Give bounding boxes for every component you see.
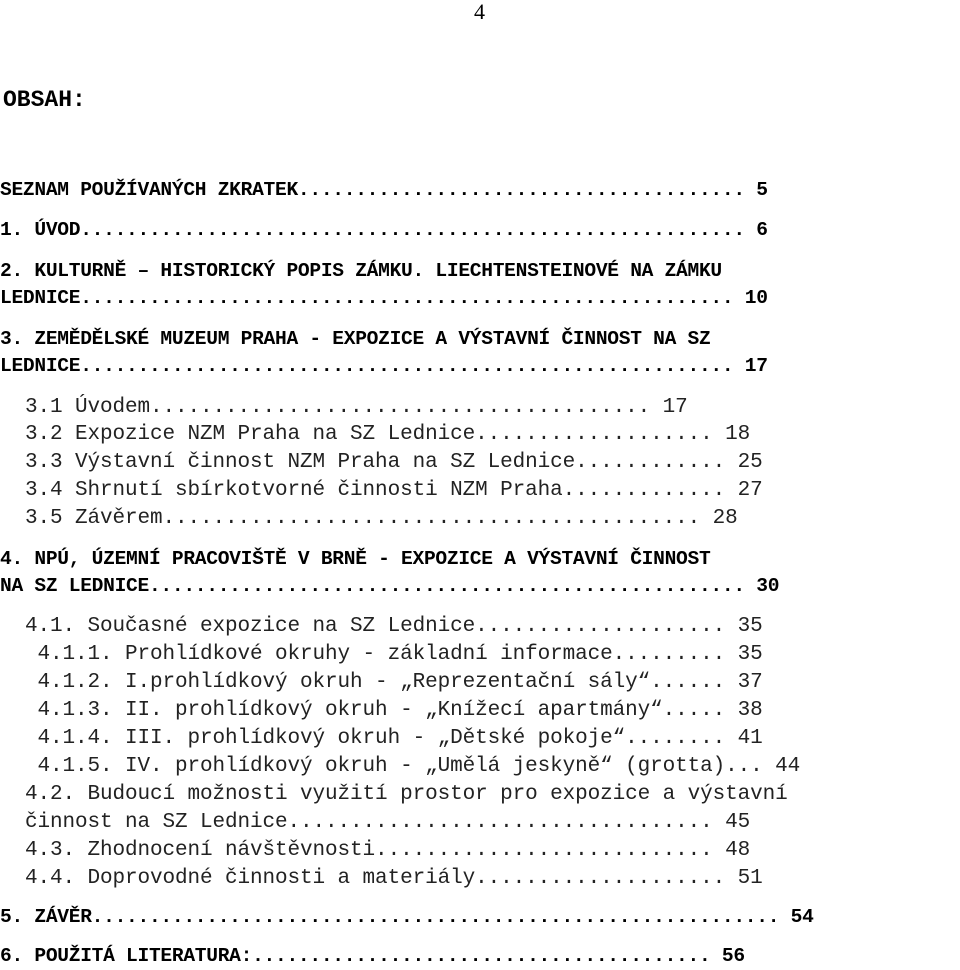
toc-entry-4-4[interactable]: 4.4. Doprovodné činnosti a materiály.................... 51 <box>0 867 763 890</box>
toc-entry-4-1[interactable]: 4.1. Současné expozice na SZ Lednice.................... 35 <box>0 615 763 638</box>
toc-title: OBSAH: <box>3 87 86 113</box>
toc-entry-3-2[interactable]: 3.2 Expozice NZM Praha na SZ Lednice................... 18 <box>0 423 751 446</box>
toc-entry-4-3[interactable]: 4.3. Zhodnocení návštěvnosti........................... 48 <box>0 839 751 862</box>
toc-entry-3-4[interactable]: 3.4 Shrnutí sbírkotvorné činnosti NZM Praha............. 27 <box>0 479 763 502</box>
toc-entry-3-3[interactable]: 3.3 Výstavní činnost NZM Praha na SZ Lednice............ 25 <box>0 451 763 474</box>
toc-entry-4-1-5[interactable]: 4.1.5. IV. prohlídkový okruh - „Umělá jeskyně“ (grotta)... 44 <box>0 755 801 778</box>
page-number: 4 <box>474 0 485 24</box>
toc-entry-4-1-4[interactable]: 4.1.4. III. prohlídkový okruh - „Dětské pokoje“........ 41 <box>0 727 763 750</box>
toc-entry-4-1-2[interactable]: 4.1.2. I.prohlídkový okruh - „Reprezentační sály“...... 37 <box>0 671 763 694</box>
toc-entry-3-5[interactable]: 3.5 Závěrem........................................... 28 <box>0 507 738 530</box>
toc-entry-2-line2[interactable]: LEDNICE......................................................... 10 <box>0 287 768 309</box>
toc-entry-3-1[interactable]: 3.1 Úvodem........................................ 17 <box>0 396 688 419</box>
toc-entry-4-2-line1[interactable]: 4.2. Budoucí možnosti využití prostor pro expozice a výstavní <box>0 783 788 806</box>
toc-entry-3-line2[interactable]: LEDNICE......................................................... 17 <box>0 355 768 377</box>
toc-entry-5[interactable]: 5. ZÁVĚR............................................................ 54 <box>0 906 814 928</box>
toc-entry-abbreviations[interactable]: SEZNAM POUŽÍVANÝCH ZKRATEK....................................... 5 <box>0 179 768 201</box>
toc-entry-4-2-line2[interactable]: činnost na SZ Lednice.................................. 45 <box>0 811 751 834</box>
toc-entry-6[interactable]: 6. POUŽITÁ LITERATURA:........................................ 56 <box>0 945 745 967</box>
toc-entry-2-line1[interactable]: 2. KULTURNĚ – HISTORICKÝ POPIS ZÁMKU. LIECHTENSTEINOVÉ NA ZÁMKU <box>0 260 722 282</box>
toc-entry-4-line1[interactable]: 4. NPÚ, ÚZEMNÍ PRACOVIŠTĚ V BRNĚ - EXPOZICE A VÝSTAVNÍ ČINNOST <box>0 548 711 570</box>
toc-entry-4-line2[interactable]: NA SZ LEDNICE.................................................... 30 <box>0 575 780 597</box>
toc-entry-3-line1[interactable]: 3. ZEMĚDĚLSKÉ MUZEUM PRAHA - EXPOZICE A VÝSTAVNÍ ČINNOST NA SZ <box>0 328 711 350</box>
toc-entry-4-1-1[interactable]: 4.1.1. Prohlídkové okruhy - základní informace......... 35 <box>0 643 763 666</box>
toc-entry-1[interactable]: 1. ÚVOD.......................................................... 6 <box>0 219 768 241</box>
toc-entry-4-1-3[interactable]: 4.1.3. II. prohlídkový okruh - „Knížecí apartmány“..... 38 <box>0 699 763 722</box>
